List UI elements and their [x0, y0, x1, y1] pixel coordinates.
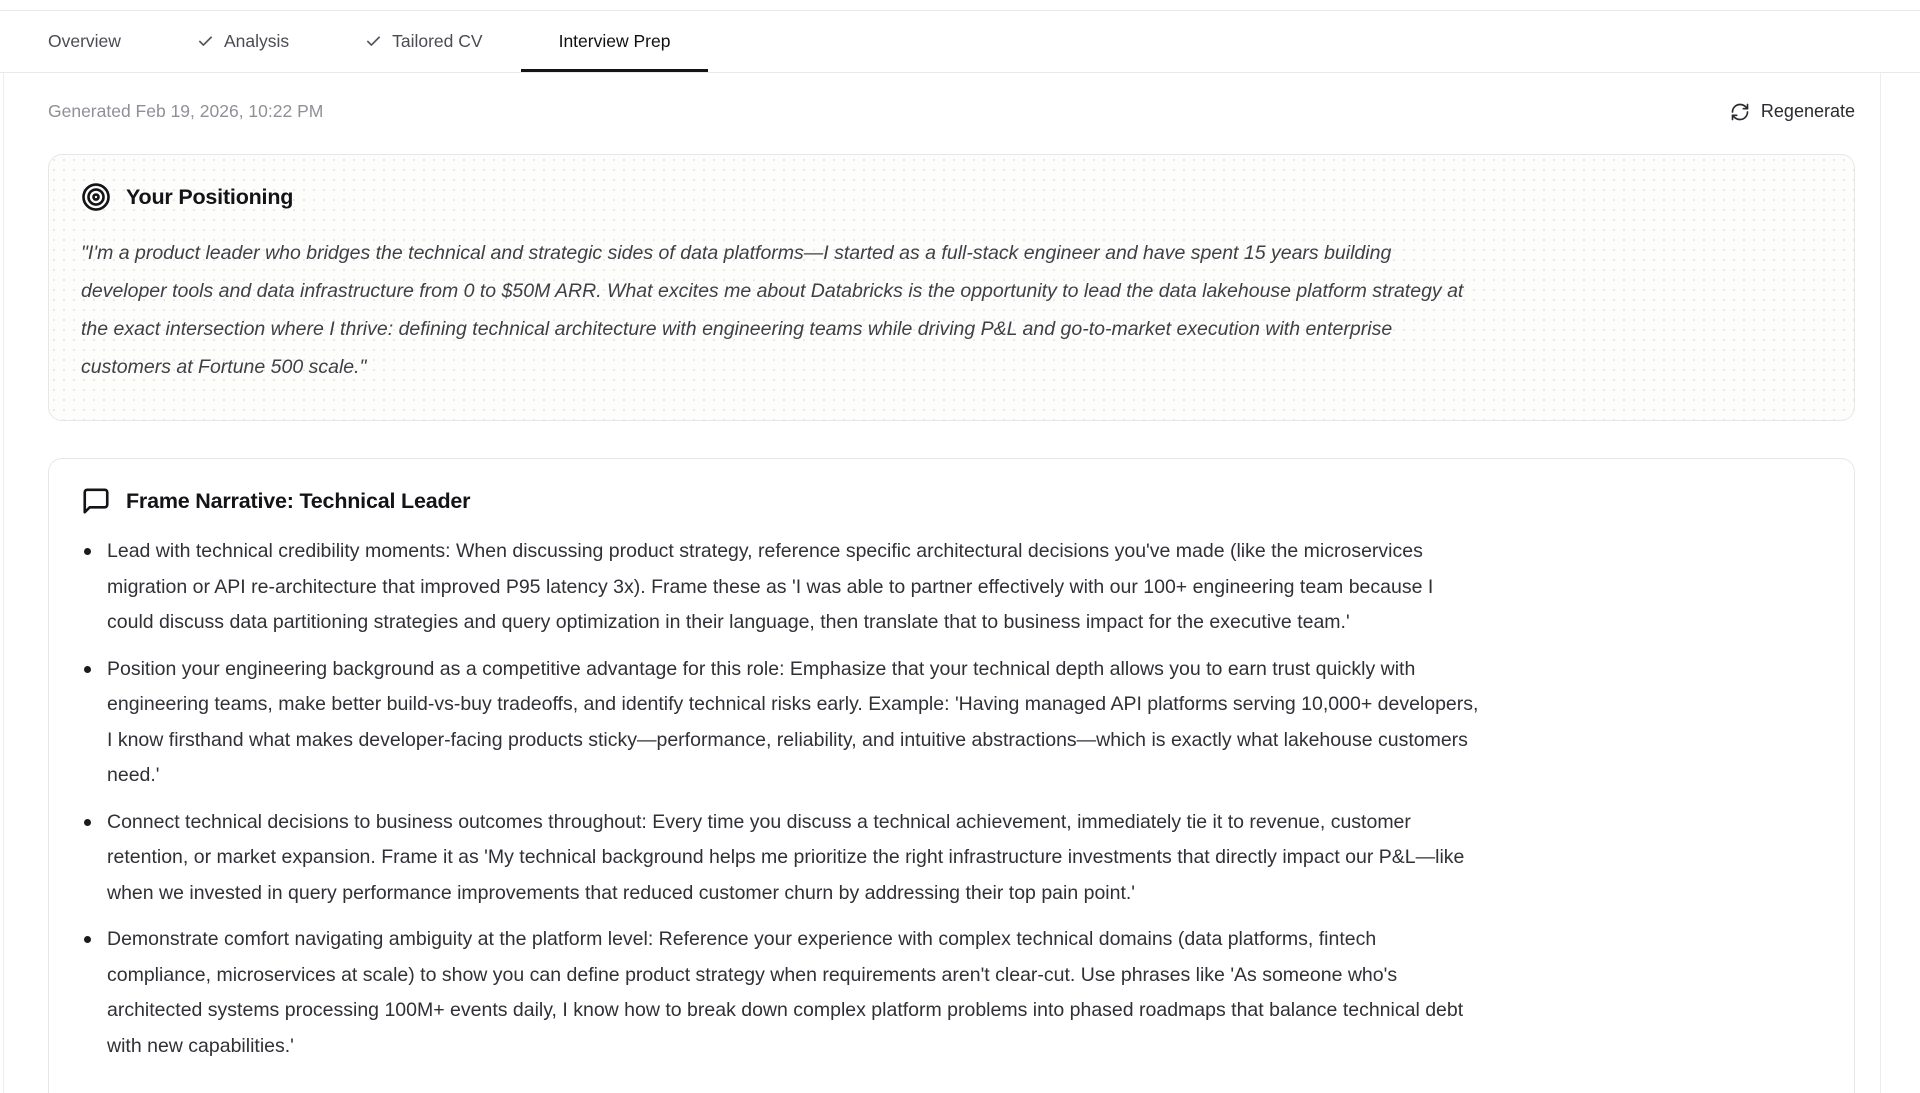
- positioning-card-header: [81, 182, 1822, 212]
- regenerate-button[interactable]: [1730, 101, 1855, 122]
- frame-narrative-card-title: Frame Narrative: Technical Leader: [126, 488, 471, 513]
- narrative-bullet-4: Demonstrate comfort navigating ambiguity at the platform level: Reference your experience with complex technical domains (data platforms, fintech compliance, microservices at scale) to show you can define product strategy when requirements aren't clear-cut. Use phrases like 'As someone who's architected systems processing 100M+ events daily, I know how to break down complex platform problems into phased roadmaps that balance technical debt with new capabilities.': [81, 922, 1481, 1064]
- frame-narrative-card-header: [81, 486, 1822, 516]
- target-icon: [81, 182, 111, 212]
- tab-bar: [0, 10, 1920, 73]
- content-panel: [3, 73, 1881, 1093]
- narrative-bullet-1: Lead with technical credibility moments: When discussing product strategy, reference specific architectural decisions you've made (like the microservices migration or API re-architecture that improved P95 latency 3x). Frame these as 'I was able to partner effectively with our 100+ engineering team because I could discuss data partitioning strategies and query optimization in their language, then translate that to business impact for the executive team.': [81, 534, 1481, 641]
- tab-tailored-cv-label: Tailored CV: [392, 31, 483, 51]
- regenerate-label: Regenerate: [1760, 101, 1855, 121]
- tab-interview-prep[interactable]: [521, 11, 709, 72]
- tab-overview[interactable]: [10, 11, 159, 72]
- positioning-card: [48, 154, 1855, 421]
- narrative-bullet-3: Connect technical decisions to business outcomes throughout: Every time you discuss a technical achievement, immediately tie it to revenue, customer retention, or market expansion. Frame it as 'My technical background helps me prioritize the right infrastructure investments that directly impact our P&L—like when we invested in query performance improvements that reduced customer churn by addressing their top pain point.': [81, 805, 1481, 912]
- tab-analysis[interactable]: [159, 11, 327, 72]
- generated-timestamp: Generated Feb 19, 2026, 10:22 PM: [48, 101, 324, 121]
- speech-bubble-icon: [81, 486, 111, 516]
- narrative-bullet-list: [81, 534, 1481, 1064]
- frame-narrative-card: [48, 458, 1855, 1093]
- interview-prep-page: [0, 10, 1920, 1093]
- narrative-bullet-2: Position your engineering background as a competitive advantage for this role: Emphasize that your technical depth allows you to earn trust quickly with engineering teams, make better build-vs-buy tradeoffs, and identify technical risks early. Example: 'Having managed API platforms serving 10,000+ developers, I know firsthand what makes developer-facing products sticky—performance, reliability, and intuitive abstractions—which is exactly what lakehouse customers need.': [81, 652, 1481, 794]
- check-icon: [197, 33, 214, 50]
- positioning-quote: "I'm a product leader who bridges the technical and strategic sides of data platforms—I started as a full-stack engineer and have spent 15 years building developer tools and data infrastructure from 0 to $50M ARR. What excites me about Databricks is the opportunity to lead the data lakehouse platform strategy at the exact intersection where I thrive: defining technical architecture with engineering teams while driving P&L and go-to-market execution with enterprise customers at Fortune 500 scale.": [81, 242, 1464, 378]
- check-icon: [365, 33, 382, 50]
- positioning-card-title: Your Positioning: [126, 184, 294, 209]
- refresh-icon: [1730, 102, 1750, 122]
- meta-row: [48, 101, 1855, 122]
- tab-tailored-cv[interactable]: [327, 11, 520, 72]
- tab-analysis-label: Analysis: [223, 31, 290, 51]
- tab-overview-label: Overview: [48, 31, 121, 51]
- tab-interview-prep-label: Interview Prep: [558, 31, 671, 51]
